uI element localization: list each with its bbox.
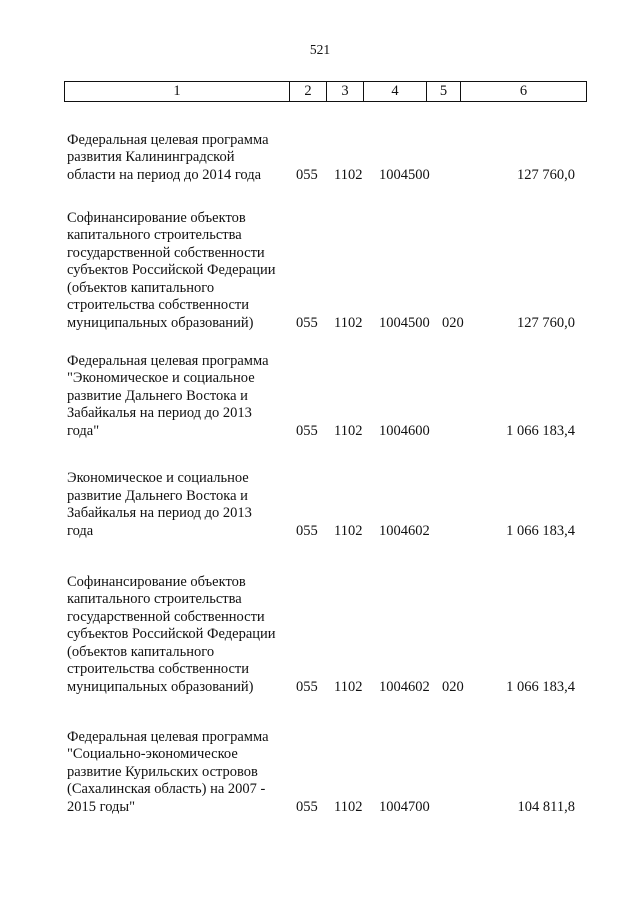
row-target-code: 1004500 [379, 314, 430, 331]
row-section-code: 1102 [334, 798, 363, 815]
column-header-1: 1 [65, 82, 290, 102]
row-target-code: 1004500 [379, 166, 430, 183]
row-amount: 1 066 183,4 [506, 422, 575, 439]
column-header-table [64, 81, 587, 102]
table-row [64, 722, 586, 816]
row-name: Экономическое и социальное развитие Дальнего Востока и Забайкалья на период до 2013 года [67, 470, 252, 539]
column-header-4: 4 [364, 82, 427, 102]
table-row [64, 200, 586, 332]
page-number: 521 [309, 42, 331, 57]
row-expense-type: 020 [442, 678, 464, 695]
row-amount: 127 760,0 [517, 166, 575, 183]
row-section-code: 1102 [334, 422, 363, 439]
row-expense-type: 020 [442, 314, 464, 331]
row-ministry-code: 055 [296, 522, 318, 539]
row-amount: 104 811,8 [517, 798, 575, 815]
column-header-row [65, 82, 587, 102]
row-section-code: 1102 [334, 314, 363, 331]
row-name: Софинансирование объектов капитального строительства государственной собственности субъектов Российской Федерации (объектов капитального строительства собственности муниципальных образований) [67, 209, 276, 331]
row-target-code: 1004600 [379, 422, 430, 439]
row-name: Федеральная целевая программа "Социально-экономическое развитие Курильских островов (Сахалинская область) на 2007 - 2015 годы" [67, 728, 269, 815]
row-amount: 1 066 183,4 [506, 678, 575, 695]
row-ministry-code: 055 [296, 422, 318, 439]
row-target-code: 1004602 [379, 678, 430, 695]
column-header-5: 5 [427, 82, 461, 102]
row-section-code: 1102 [334, 678, 363, 695]
column-header-3: 3 [327, 82, 364, 102]
row-target-code: 1004700 [379, 798, 430, 815]
table-row [64, 464, 586, 540]
row-name: Федеральная целевая программа развития Калининградской области на период до 2014 года [67, 131, 269, 183]
column-header-2: 2 [290, 82, 327, 102]
table-row [64, 566, 586, 696]
table-row [64, 346, 586, 440]
row-target-code: 1004602 [379, 522, 430, 539]
row-ministry-code: 055 [296, 678, 318, 695]
row-ministry-code: 055 [296, 314, 318, 331]
row-amount: 1 066 183,4 [506, 522, 575, 539]
row-section-code: 1102 [334, 166, 363, 183]
row-ministry-code: 055 [296, 166, 318, 183]
row-name: Софинансирование объектов капитального строительства государственной собственности субъектов Российской Федерации (объектов капитального строительства собственности муниципальных образований) [67, 573, 276, 695]
row-ministry-code: 055 [296, 798, 318, 815]
row-amount: 127 760,0 [517, 314, 575, 331]
table-row [64, 124, 586, 184]
row-section-code: 1102 [334, 522, 363, 539]
column-header-6: 6 [461, 82, 587, 102]
row-name: Федеральная целевая программа "Экономическое и социальное развитие Дальнего Востока и Забайкалья на период до 2013 года" [67, 352, 269, 439]
